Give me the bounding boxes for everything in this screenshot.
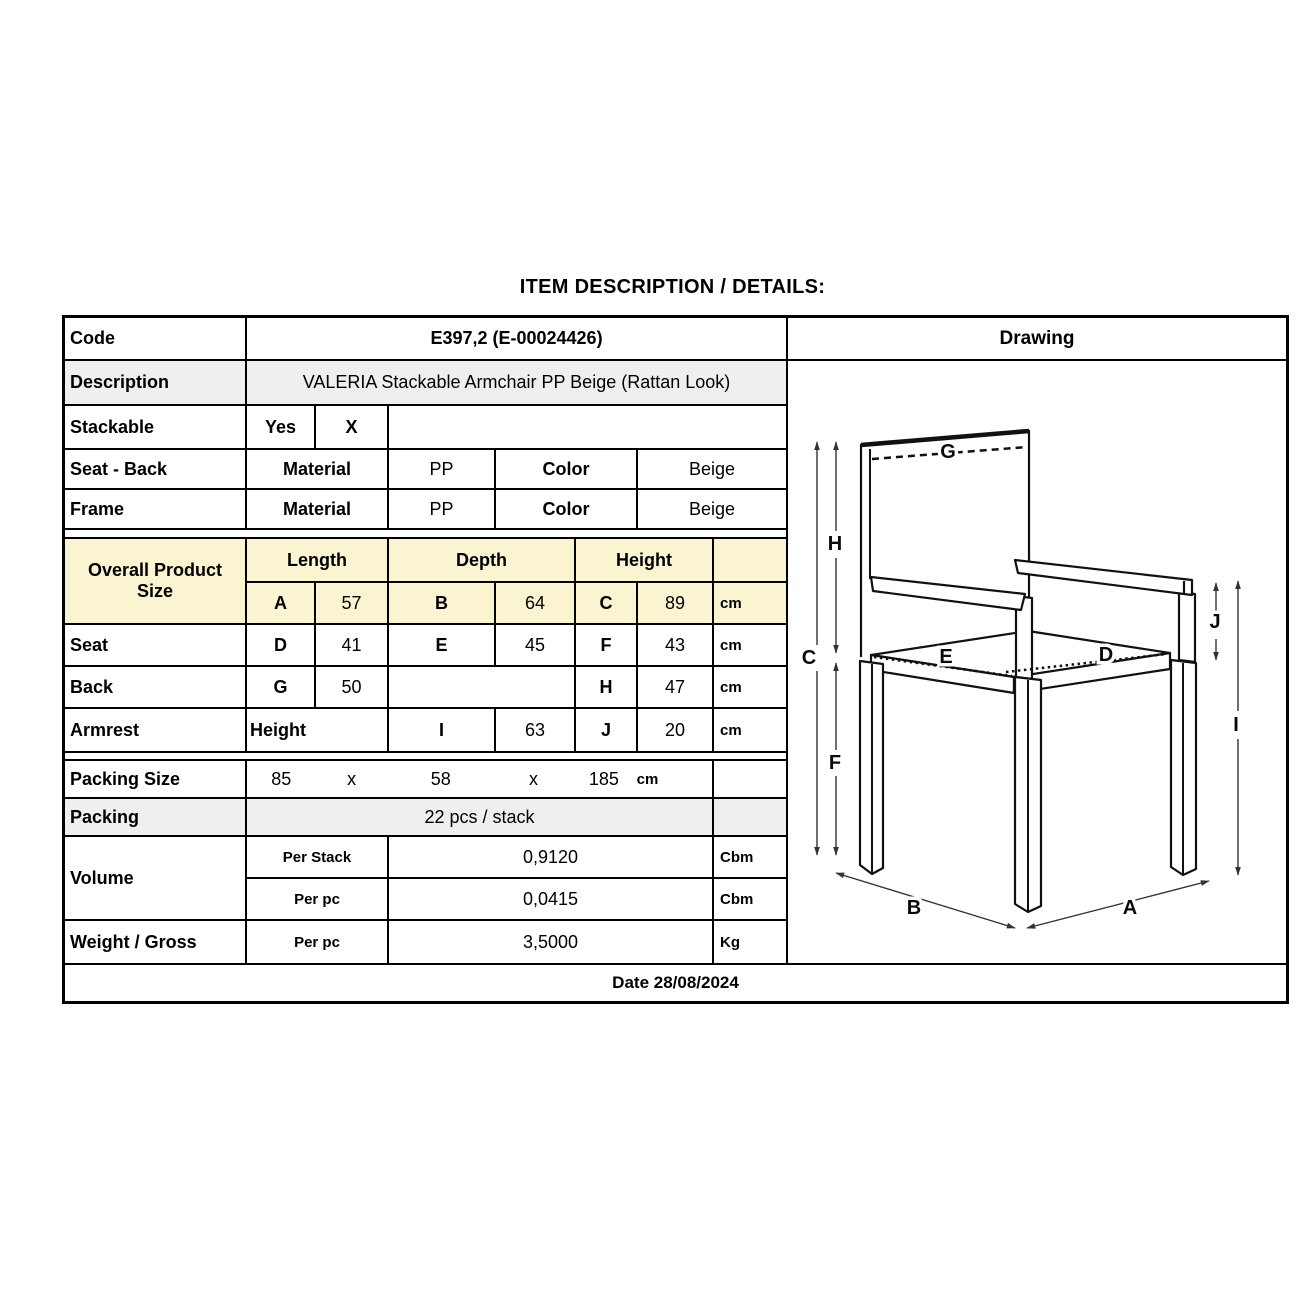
overall-size-label-line1: Overall Product [87,560,223,580]
dim-d-key: D [247,625,316,665]
chair-drawing [788,361,1286,963]
packing-size-unit: cm [636,770,659,788]
volume-columns [247,837,786,921]
per-stack-label: Per Stack [247,837,389,877]
dim-b-key: B [389,583,496,623]
overall-values-row [247,583,786,625]
weight-unit: Kg [720,933,740,951]
back-label: Back [65,667,247,707]
seat-back-color-label: Color [496,450,638,488]
dim-a-key: A [247,583,316,623]
overall-size-label-line2: Size [136,581,174,601]
description-row [65,361,786,406]
dim-d-value: 41 [316,625,389,665]
dim-c-value: 89 [638,583,714,623]
dim-i-key: I [389,709,496,751]
drawing-area [788,361,1286,965]
frame-material-label: Material [247,490,389,528]
drawing-pane [788,318,1286,965]
dim-label-c: C [801,647,817,669]
stackable-option: Yes [247,406,316,448]
stackable-row [65,406,786,450]
packing-label: Packing [65,799,247,835]
date-row [65,965,1286,1001]
volume-per-pc-value: 0,0415 [389,879,714,919]
seat-label: Seat [65,625,247,665]
per-stack-unit: Cbm [720,848,754,866]
dim-f-value: 43 [638,625,714,665]
per-stack-value: 0,9120 [389,837,714,877]
packing-size-values [247,761,714,797]
armrest-unit: cm [720,721,742,739]
armrest-sub-label: Height [247,709,389,751]
code-value: E397,2 (E-00024426) [430,328,603,348]
chair-left-leg [860,661,883,874]
dim-j-value: 20 [638,709,714,751]
seat-unit: cm [720,636,742,654]
dim-f-key: F [576,625,638,665]
dim-h-value: 47 [638,667,714,707]
description-label: Description [65,361,247,404]
table-main [65,318,1286,965]
empty-cell [714,761,786,797]
dim-label-d: D [1098,644,1114,666]
weight-label: Weight / Gross [65,921,247,963]
weight-per-pc-label: Per pc [247,921,389,963]
dim-h-key: H [576,667,638,707]
armrest-label: Armrest [65,709,247,751]
dim-label-i: I [1233,714,1239,736]
seat-back-material-label: Material [247,450,389,488]
dim-e-value: 45 [496,625,576,665]
dim-g-value: 50 [316,667,389,707]
frame-label: Frame [65,490,247,528]
frame-color-label: Color [496,490,638,528]
weight-row [65,921,786,965]
dim-c-key: C [576,583,638,623]
spacer-row [65,530,786,539]
size-header-row [247,539,786,583]
volume-block [65,837,786,921]
page-title: ITEM DESCRIPTION / DETAILS: [519,276,826,298]
packing-value: 22 pcs / stack [247,799,714,835]
frame-material-value: PP [389,490,496,528]
weight-value: 3,5000 [389,921,714,963]
overall-size-label [65,539,247,625]
drawing-header: Drawing [788,318,1286,361]
seat-back-color-value: Beige [688,458,736,479]
stackable-label: Stackable [65,406,247,448]
dim-e-key: E [389,625,496,665]
frame-row [65,490,786,530]
empty-cell [714,799,786,835]
dim-b-value: 64 [496,583,576,623]
dim-label-h: H [827,533,843,555]
seat-row [65,625,786,667]
empty-cell [714,539,786,581]
code-label: Code [65,318,247,359]
volume-per-pc-unit: Cbm [720,890,754,908]
code-row [65,318,786,361]
empty-cell [389,406,786,448]
overall-unit: cm [714,583,786,623]
stackable-mark: X [316,406,389,448]
chair-right-armrest [1015,560,1192,595]
chair-back-panel [861,430,1029,657]
overall-size-columns [247,539,786,625]
volume-per-pc-label: Per pc [247,879,389,919]
seat-back-row [65,450,786,490]
spec-table [62,315,1289,1004]
length-header: Length [247,539,389,581]
dim-i-value: 63 [496,709,576,751]
seat-back-label: Seat - Back [65,450,247,488]
overall-size-block [65,539,786,625]
dim-label-a: A [1122,897,1138,919]
depth-header: Depth [389,539,576,581]
packing-size-d: 58 [430,768,451,789]
back-row [65,667,786,709]
details-pane [65,318,788,965]
packing-size-x1: x [347,768,357,789]
volume-per-pc-row [247,879,786,921]
packing-size-x2: x [529,768,539,789]
dim-j-key: J [576,709,638,751]
seat-back-material-value: PP [389,450,496,488]
packing-size-w: 85 [271,768,292,789]
armrest-row [65,709,786,753]
packing-size-h: 185 [588,768,619,789]
spacer-row [65,753,786,761]
dim-label-j: J [1209,611,1221,633]
dim-label-e: E [939,646,953,668]
dim-label-f: F [828,752,842,774]
volume-per-stack-row [247,837,786,879]
date-value: Date 28/08/2024 [612,973,739,992]
dim-g-key: G [247,667,316,707]
frame-color-value: Beige [688,498,736,519]
back-unit: cm [720,678,742,696]
height-header: Height [576,539,714,581]
description-value: VALERIA Stackable Armchair PP Beige (Rattan Look) [247,361,786,404]
volume-label: Volume [65,837,247,921]
packing-size-label: Packing Size [65,761,247,797]
dim-label-g: G [940,441,956,463]
packing-row [65,799,786,837]
chair-right-leg [1171,592,1196,875]
packing-size-row [65,761,786,799]
dim-a-value: 57 [316,583,389,623]
dim-label-b: B [906,897,922,919]
empty-cell [389,667,576,707]
